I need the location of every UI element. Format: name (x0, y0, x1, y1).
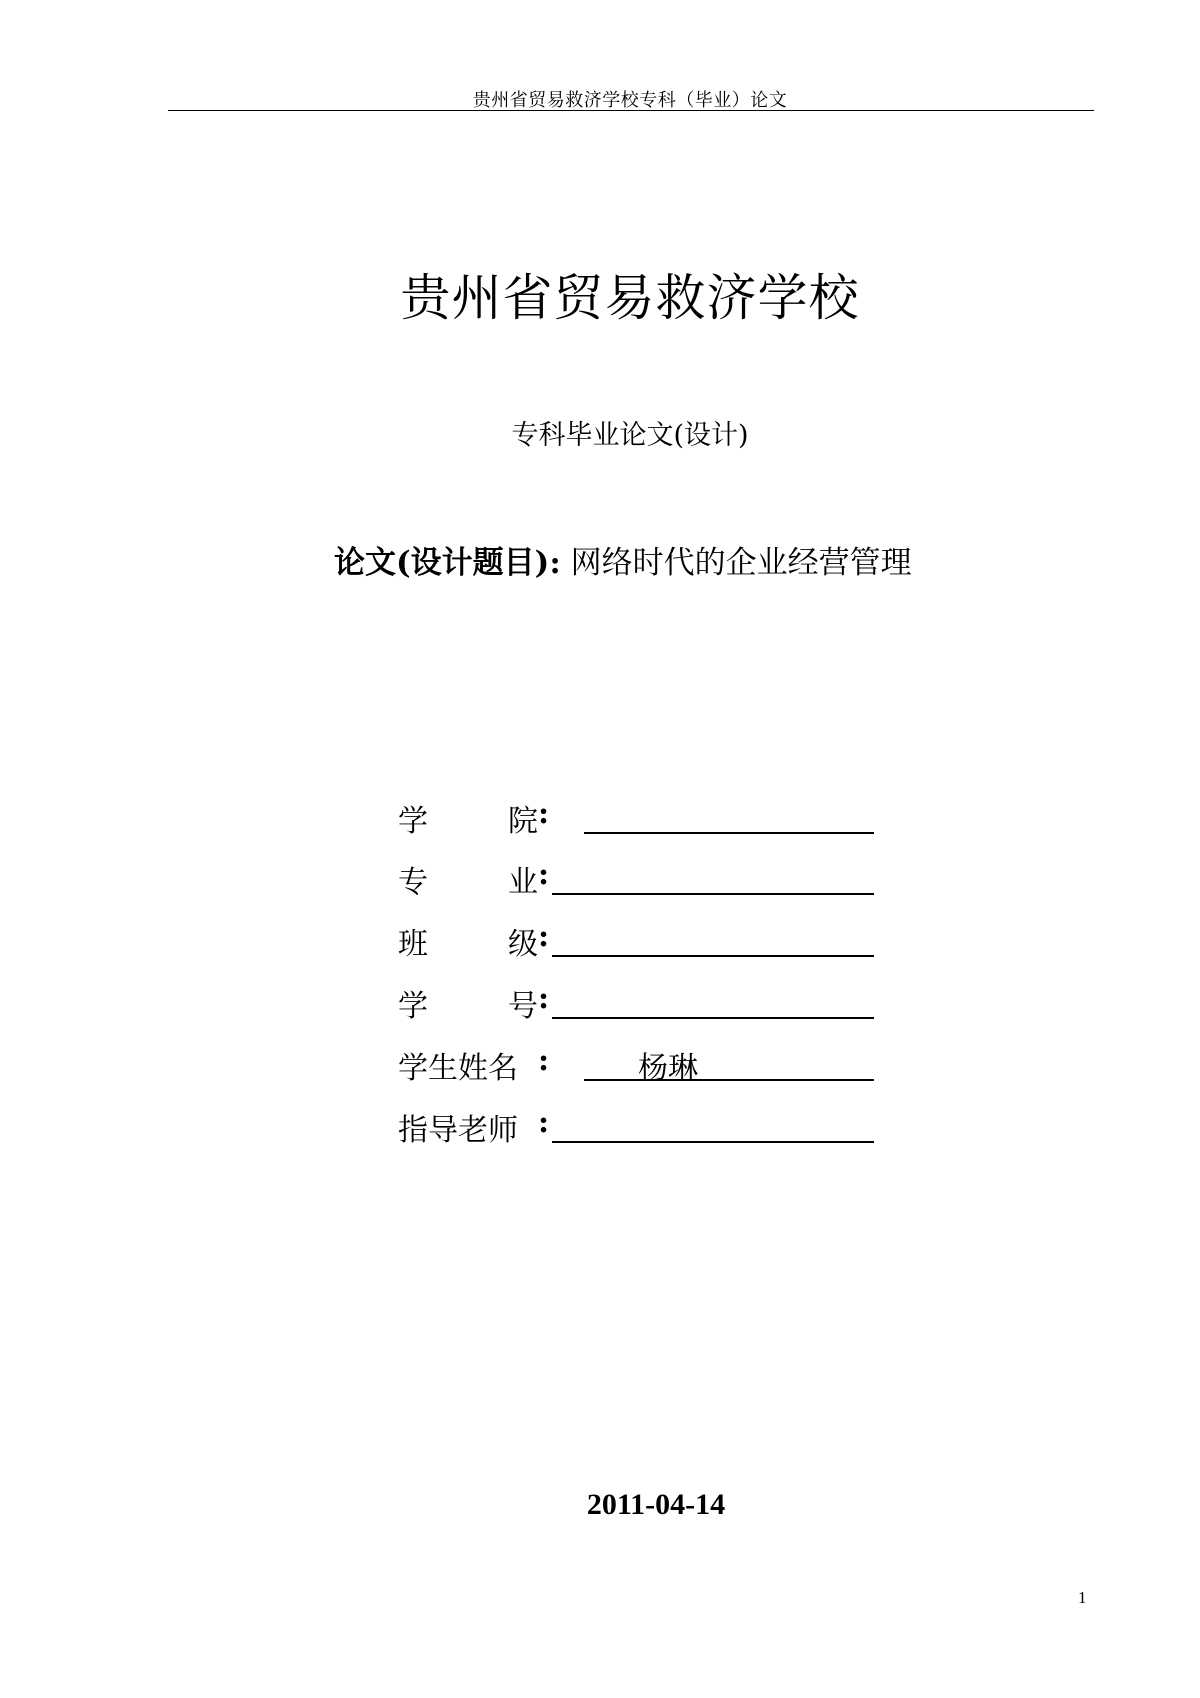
field-student-id-input-line[interactable] (552, 981, 874, 1019)
field-class-input-line[interactable] (552, 919, 874, 957)
field-student-name-value: 杨琳 (638, 1051, 698, 1086)
field-advisor-label-text: 指导老师 (398, 1113, 518, 1148)
field-student-id-label-char-1: 学 (398, 989, 428, 1024)
field-advisor-input-line[interactable] (552, 1105, 874, 1143)
field-student-name-label-text: 学生姓名 (398, 1051, 518, 1086)
field-college-label-char-1: 学 (398, 804, 428, 839)
field-advisor-colon: : (538, 1105, 550, 1140)
running-header: 贵州省贸易救济学校专科（毕业）论文 (472, 90, 788, 111)
field-class-label-char-1: 班 (398, 927, 428, 962)
field-student-id-label (398, 981, 538, 1025)
field-class-label-char-2: 级 (508, 927, 538, 962)
field-student-id-label-char-2: 号 (508, 989, 538, 1024)
header-divider (168, 110, 1094, 111)
field-advisor-label (398, 1105, 538, 1149)
field-class-label (398, 919, 538, 963)
field-college-input-line[interactable] (584, 796, 874, 834)
page-number: 1 (1078, 1588, 1087, 1607)
field-college-label-char-2: 院 (508, 804, 538, 839)
document-type: 专科毕业论文(设计) (511, 420, 749, 451)
field-student-name-input-line[interactable] (584, 1043, 874, 1086)
thesis-title-line (334, 537, 912, 582)
field-major-label-char-2: 业 (508, 865, 538, 900)
field-college-label (398, 796, 538, 840)
field-student-id-colon: : (538, 981, 550, 1016)
field-student-name-colon: : (538, 1043, 550, 1078)
field-major-label-char-1: 专 (398, 865, 428, 900)
field-major-input-line[interactable] (552, 857, 874, 895)
field-major-colon: : (538, 857, 550, 892)
thesis-title-label: 论文(设计题目): (334, 545, 561, 581)
field-major-label (398, 857, 538, 901)
thesis-title: 网络时代的企业经营管理 (570, 545, 912, 581)
field-class-colon: : (538, 919, 550, 954)
submission-date: 2011-04-14 (586, 1488, 726, 1521)
school-name: 贵州省贸易救济学校 (400, 269, 860, 327)
field-college-colon: : (538, 796, 550, 831)
field-student-name-label (398, 1043, 538, 1087)
